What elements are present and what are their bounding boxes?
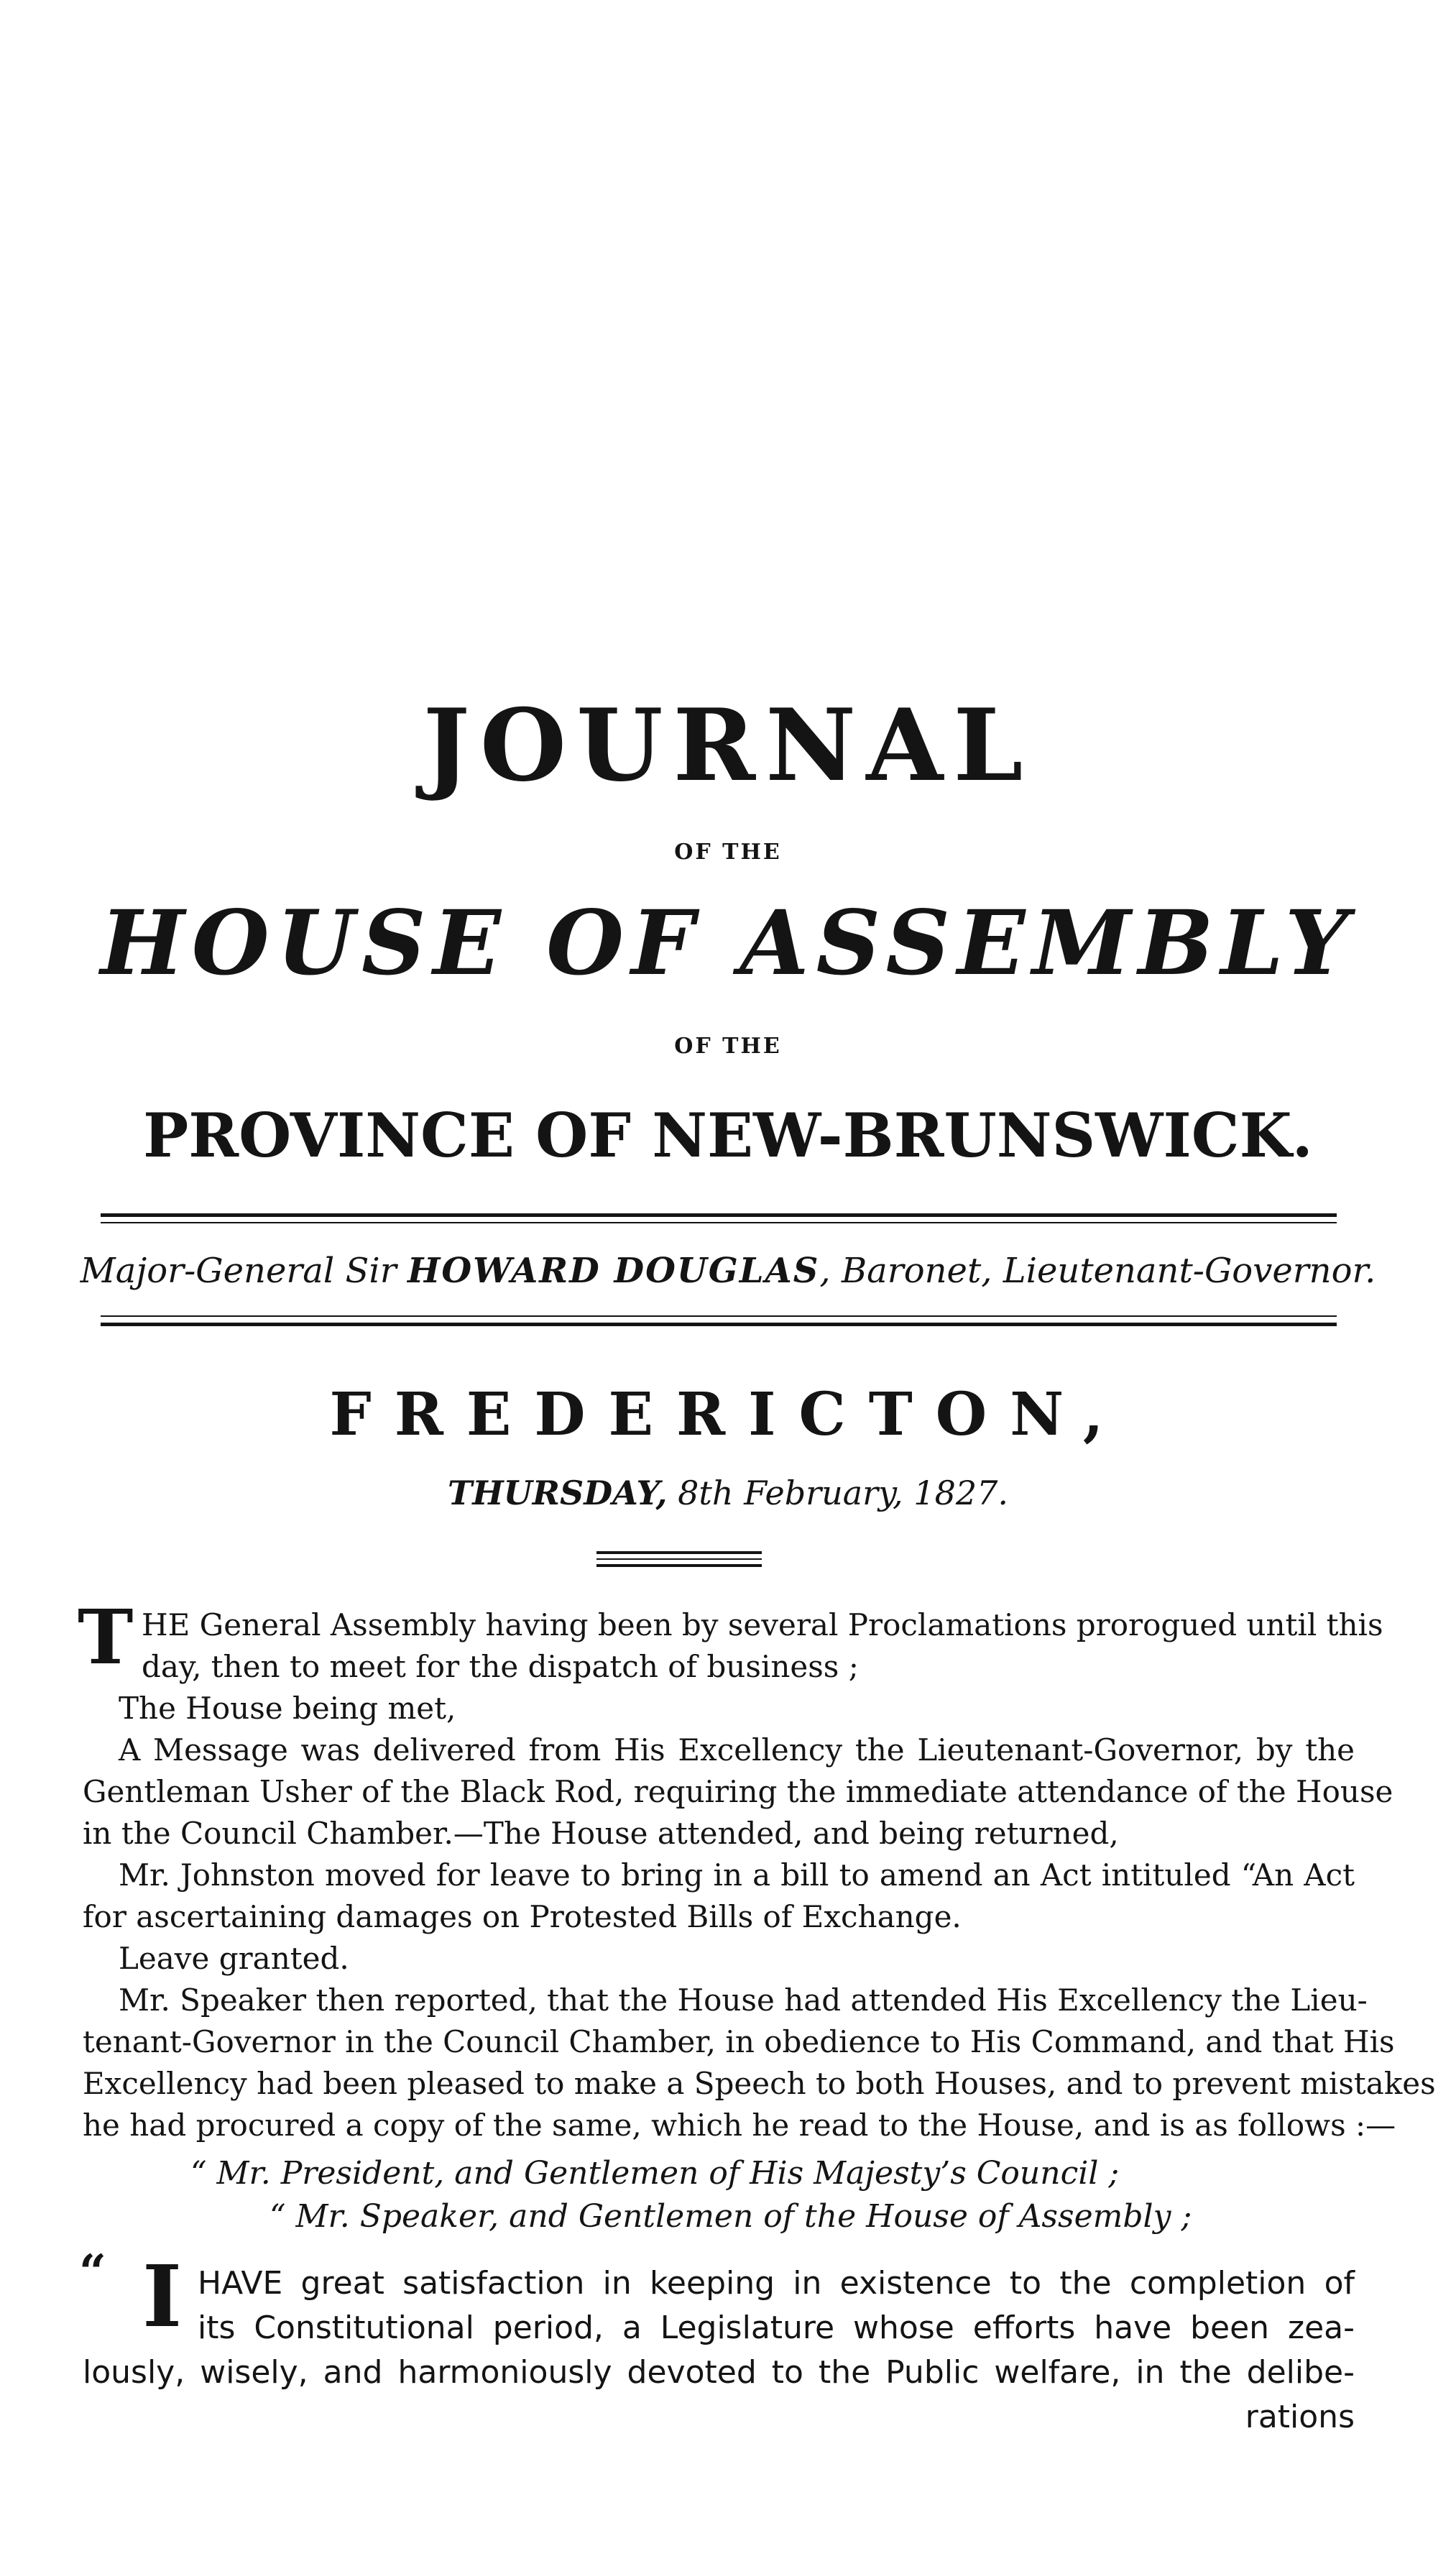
body-line: Leave granted. [119,1941,349,1976]
speech-text [83,2261,1355,2440]
body-line: Mr. Johnston moved for leave to bring in a bill to amend an Act intituled “An Act [119,1857,1355,1893]
speech-line: its Constitutional period, a Legislature whose efforts have been zea- [198,2310,1355,2346]
body-line: Excellency had been pleased to make a Speech to both Houses, and to prevent mistakes [83,2066,1436,2101]
body-line: tenant-Governor in the Council Chamber, in obedience to His Command, and that His [83,2024,1395,2059]
session-date-rest: 8th February, 1827. [667,1474,1008,1512]
governor-prefix: Major-General Sir [80,1251,407,1291]
body-line: The House being met, [119,1691,456,1726]
ornament-rule [596,1551,762,1554]
body-line: in the Council Chamber.—The House attended, and being returned, [83,1816,1119,1851]
body-line: A Message was delivered from His Excellency the Lieutenant-Governor, by the [119,1732,1355,1768]
address-assembly: “ Mr. Speaker, and Gentlemen of the House of Assembly ; [269,2198,1192,2235]
double-rule-top-thin [101,1222,1337,1223]
speech-line: lously, wisely, and harmoniously devoted to the Public welfare, in the delibe- [83,2354,1355,2391]
speech-drop-cap: I [142,2246,183,2346]
body-line: HE General Assembly having been by several Proclamations prorogued until this [142,1607,1383,1642]
journal-body [83,1604,1436,2146]
double-rule-bottom [101,1323,1337,1326]
ornament-rule [596,1558,762,1560]
of-the-connector: OF THE [674,840,782,865]
session-date [0,1474,1456,1512]
house-of-assembly-heading: HOUSE OF ASSEMBLY [100,891,1356,996]
body-line: Gentleman Usher of the Black Rod, requiring the immediate attendance of the House [83,1774,1393,1809]
catchword: rations [1245,2399,1355,2435]
body-line: Mr. Speaker then reported, that the House had attended His Excellency the Lieu- [119,1982,1368,2018]
drop-cap: T [78,1593,134,1681]
journal-title: JOURNAL [423,686,1033,804]
double-rule-bottom-thin [101,1315,1337,1317]
speech-open-quote: “ [79,2244,106,2300]
speech-line: HAVE great satisfaction in keeping in existence to the completion of [198,2265,1355,2302]
address-council: “ Mr. President, and Gentlemen of His Majesty’s Council ; [190,2155,1120,2192]
province-heading: PROVINCE OF NEW-BRUNSWICK. [143,1100,1313,1171]
body-line: he had procured a copy of the same, which he read to the House, and is as follows :— [83,2108,1396,2143]
governor-name: HOWARD DOUGLAS [407,1251,820,1291]
governor-suffix: , Baronet, Lieutenant-Governor. [819,1251,1376,1291]
ornament-rule [596,1564,762,1567]
session-day: THURSDAY, [447,1474,668,1512]
body-line: day, then to meet for the dispatch of business ; [142,1649,859,1684]
lieutenant-governor-line [0,1251,1456,1291]
place-heading: FREDERICTON, [329,1380,1127,1449]
double-rule-top [101,1213,1337,1217]
body-line: for ascertaining damages on Protested Bills of Exchange. [83,1899,962,1934]
of-the-connector: OF THE [674,1034,782,1059]
